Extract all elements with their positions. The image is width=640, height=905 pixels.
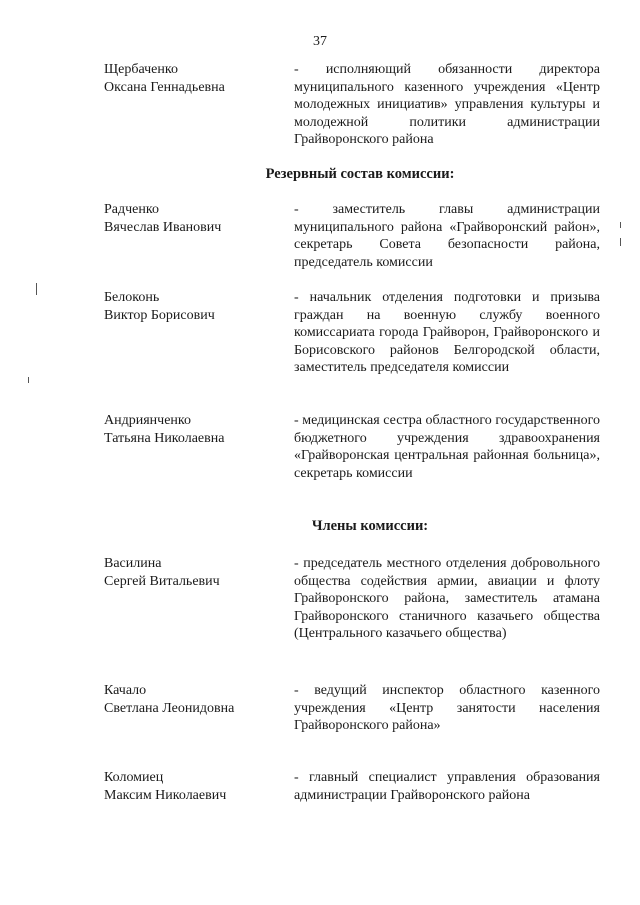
member-name xyxy=(104,289,284,324)
member-given-names: Максим Николаевич xyxy=(104,787,227,803)
member-name xyxy=(104,769,284,804)
member-name xyxy=(104,201,284,236)
member-surname: Качало xyxy=(104,683,147,698)
member-surname: Коломиец xyxy=(104,770,164,785)
member-given-names: Оксана Геннадьевна xyxy=(104,79,225,95)
member-surname: Щербаченко xyxy=(104,62,178,77)
member-surname: Радченко xyxy=(104,202,159,217)
member-name xyxy=(104,61,284,96)
member-role: - ведущий инспектор областного казенного учреждения «Центр занятости населения Грайворонского района» xyxy=(294,683,600,733)
member-surname: Андриянченко xyxy=(104,413,191,428)
member-given-names: Вячеслав Иванович xyxy=(104,219,222,235)
member-role: - председатель местного отделения добровольного общества содействия армии, авиации и флоту Грайворонского района, заместитель атамана Грайворонского станичного казачьего общества (Центрального казачьего общества) xyxy=(294,556,600,641)
member-surname: Василина xyxy=(104,556,162,571)
scan-speck xyxy=(28,377,29,383)
section-heading-reserve: Резервный состав комиссии: xyxy=(265,166,455,182)
member-role: - главный специалист управления образования администрации Грайворонского района xyxy=(294,770,600,803)
member-surname: Белоконь xyxy=(104,290,160,305)
member-role: - начальник отделения подготовки и призыва граждан на военную службу военного комиссариата города Грайворон, Грайворонского и Борисовского районов Белгородской области, заместитель председателя комиссии xyxy=(294,290,600,375)
scan-speck xyxy=(620,238,621,246)
page-number: 37 xyxy=(313,34,327,49)
member-name xyxy=(104,682,284,717)
member-role: - медицинская сестра областного государственного бюджетного учреждения здравоохранения «Грайворонская центральная районная больница», секретарь комиссии xyxy=(294,413,600,481)
member-role: - исполняющий обязанности директора муниципального казенного учреждения «Центр молодежных инициатив» управления культуры и молодежной политики администрации Грайворонского района xyxy=(294,62,600,147)
member-given-names: Татьяна Николаевна xyxy=(104,430,225,446)
member-given-names: Сергей Витальевич xyxy=(104,573,220,589)
section-heading-members: Члены комиссии: xyxy=(311,518,429,534)
member-role: - заместитель главы администрации муниципального района «Грайворонский район», секретарь Совета безопасности района, председатель комиссии xyxy=(294,202,600,270)
member-given-names: Светлана Леонидовна xyxy=(104,700,235,716)
member-name xyxy=(104,555,284,590)
scan-speck xyxy=(620,222,621,228)
member-name xyxy=(104,412,284,447)
scan-speck xyxy=(36,283,37,295)
member-given-names: Виктор Борисович xyxy=(104,307,215,323)
